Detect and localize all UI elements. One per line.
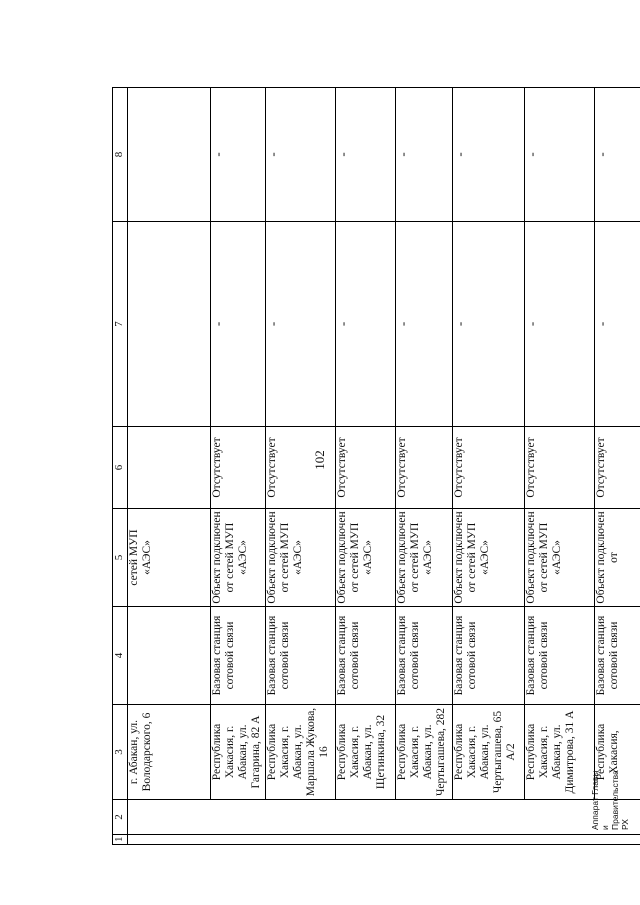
cell-address: Республика Хакасия, г. Абакан, ул. Димитрова, 31 А <box>525 705 595 800</box>
cell-object-type: Базовая станция сотовой связи <box>525 607 595 705</box>
table-row <box>396 88 453 845</box>
cell-address: Республика Хакасия, г. Абакан, ул. Маршала Жукова, 16 <box>266 705 336 800</box>
cell-col8: - <box>595 88 640 222</box>
cell-col7: - <box>266 222 336 427</box>
header-cell: 6 <box>113 427 128 509</box>
cell-col7 <box>128 222 211 427</box>
header-cell: 2 <box>113 800 128 835</box>
page-number: 102 <box>312 450 327 470</box>
cell-col8: - <box>266 88 336 222</box>
cell-object-type: Базовая станция сотовой связи <box>453 607 525 705</box>
cell-col7: - <box>453 222 525 427</box>
cell-status: Отсутствует <box>595 427 640 509</box>
cell-status: Отсутствует <box>211 427 266 509</box>
header-cell: 8 <box>113 88 128 222</box>
cell-connection: Объект подключен от сетей МУП «АЭС» <box>336 509 396 607</box>
cell-connection: Объект подключен от сетей МУП «АЭС» <box>525 509 595 607</box>
cell-connection: Объект подключен от сетей МУП «АЭС» <box>453 509 525 607</box>
cell-col8: - <box>453 88 525 222</box>
cell-connection: Объект подключен от сетей МУП «АЭС» <box>266 509 336 607</box>
cell-col8: - <box>211 88 266 222</box>
header-cell: 7 <box>113 222 128 427</box>
cell-object-type: Базовая станция сотовой связи <box>396 607 453 705</box>
header-cell: 1 <box>113 835 128 845</box>
header-cell: 5 <box>113 509 128 607</box>
cell-object-type: Базовая станция сотовой связи <box>336 607 396 705</box>
cell-connection: Объект подключен от <box>595 509 640 607</box>
cell-col8: - <box>336 88 396 222</box>
table-row <box>525 88 595 845</box>
cell-address: Республика Хакасия, г. Абакан, ул. Чертыгашева, 65 А/2 <box>453 705 525 800</box>
header-cell: 3 <box>113 705 128 800</box>
cell-connection: сетей МУП «АЭС» <box>128 509 211 607</box>
cell-col1 <box>128 835 640 845</box>
cell-col2 <box>128 800 640 835</box>
cell-status: Отсутствует <box>396 427 453 509</box>
table-row <box>595 88 640 845</box>
table-row <box>266 88 336 845</box>
cell-connection: Объект подключен от сетей МУП «АЭС» <box>211 509 266 607</box>
table-row <box>128 88 211 845</box>
cell-status: Отсутствует <box>266 427 336 509</box>
cell-col7: - <box>595 222 640 427</box>
cell-status <box>128 427 211 509</box>
cell-address: Республика Хакасия, г. Абакан, ул. Щетинкина, 32 <box>336 705 396 800</box>
cell-address: г. Абакан, ул. Володарского, 6 <box>128 705 211 800</box>
cell-connection: Объект подключен от сетей МУП «АЭС» <box>396 509 453 607</box>
header-row <box>113 88 128 845</box>
cell-col8 <box>128 88 211 222</box>
cell-address: Республика Хакасия, <box>595 705 640 800</box>
cell-col8: - <box>525 88 595 222</box>
data-table <box>112 87 640 845</box>
table-row <box>211 88 266 845</box>
cell-address: Республика Хакасия, г. Абакан, ул. Чертыгашева, 282 <box>396 705 453 800</box>
cell-status: Отсутствует <box>336 427 396 509</box>
rotated-table-container <box>112 88 640 845</box>
cell-object-type: Базовая станция сотовой связи <box>595 607 640 705</box>
cell-col7: - <box>211 222 266 427</box>
cell-address: Республика Хакасия, г. Абакан, ул. Гагарина, 82 А <box>211 705 266 800</box>
table-row <box>453 88 525 845</box>
cell-col7: - <box>525 222 595 427</box>
cell-object-type <box>128 607 211 705</box>
table-row <box>336 88 396 845</box>
cell-object-type: Базовая станция сотовой связи <box>211 607 266 705</box>
footer-organization: Аппарат Главы и Правительства РХ <box>590 770 630 830</box>
cell-col7: - <box>336 222 396 427</box>
cell-object-type: Базовая станция сотовой связи <box>266 607 336 705</box>
cell-status: Отсутствует <box>525 427 595 509</box>
cell-col8: - <box>396 88 453 222</box>
cell-status: Отсутствует <box>453 427 525 509</box>
header-cell: 4 <box>113 607 128 705</box>
cell-col7: - <box>396 222 453 427</box>
